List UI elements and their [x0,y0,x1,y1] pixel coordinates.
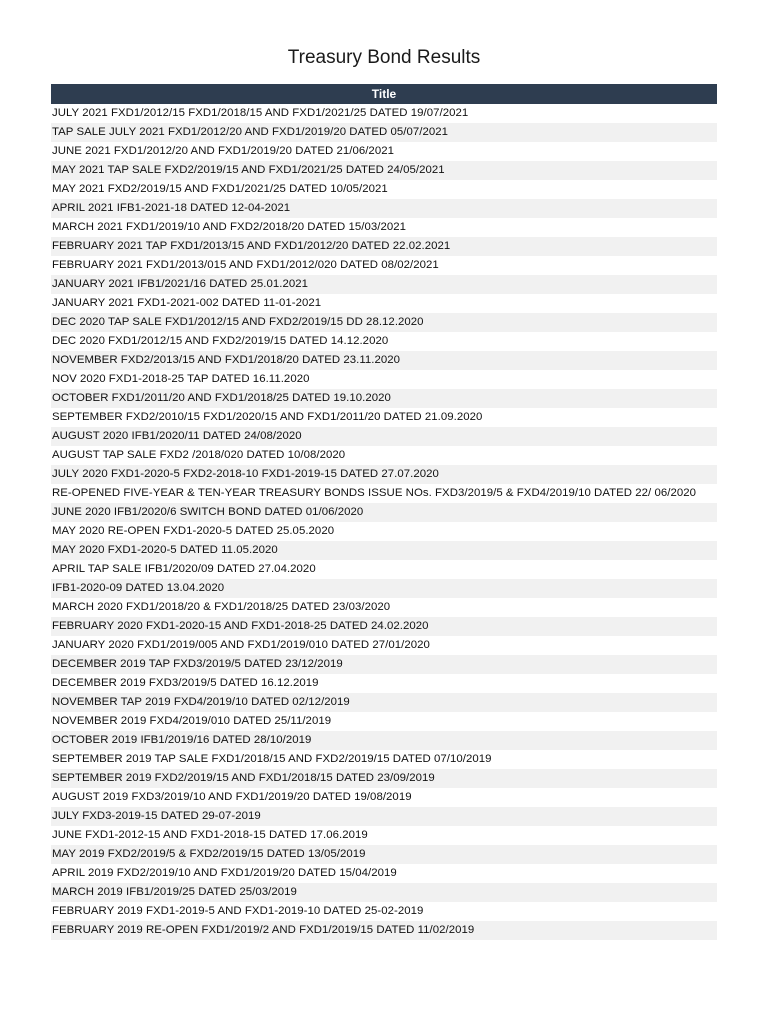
table-row[interactable]: JUNE FXD1-2012-15 AND FXD1-2018-15 DATED 17.06.2019 [51,826,717,845]
table-row[interactable]: OCTOBER FXD1/2011/20 AND FXD1/2018/25 DATED 19.10.2020 [51,389,717,408]
table-body [51,104,717,940]
table-row[interactable]: JANUARY 2021 FXD1-2021-002 DATED 11-01-2021 [51,294,717,313]
table-row[interactable]: AUGUST TAP SALE FXD2 /2018/020 DATED 10/08/2020 [51,446,717,465]
table-row[interactable]: SEPTEMBER FXD2/2010/15 FXD1/2020/15 AND FXD1/2011/20 DATED 21.09.2020 [51,408,717,427]
table-row[interactable]: FEBRUARY 2019 RE-OPEN FXD1/2019/2 AND FXD1/2019/15 DATED 11/02/2019 [51,921,717,940]
table-header-title: Title [51,84,717,104]
table-row[interactable]: NOVEMBER 2019 FXD4/2019/010 DATED 25/11/2019 [51,712,717,731]
table-row[interactable]: FEBRUARY 2020 FXD1-2020-15 AND FXD1-2018-25 DATED 24.02.2020 [51,617,717,636]
table-row[interactable]: APRIL 2019 FXD2/2019/10 AND FXD1/2019/20 DATED 15/04/2019 [51,864,717,883]
table-row[interactable]: MAY 2021 TAP SALE FXD2/2019/15 AND FXD1/2021/25 DATED 24/05/2021 [51,161,717,180]
table-row[interactable]: DECEMBER 2019 FXD3/2019/5 DATED 16.12.2019 [51,674,717,693]
table-row[interactable]: DEC 2020 TAP SALE FXD1/2012/15 AND FXD2/2019/15 DD 28.12.2020 [51,313,717,332]
table-row[interactable]: MAY 2020 RE-OPEN FXD1-2020-5 DATED 25.05.2020 [51,522,717,541]
table-row[interactable]: APRIL TAP SALE IFB1/2020/09 DATED 27.04.2020 [51,560,717,579]
table-row[interactable]: JUNE 2020 IFB1/2020/6 SWITCH BOND DATED 01/06/2020 [51,503,717,522]
table-row[interactable]: MAY 2019 FXD2/2019/5 & FXD2/2019/15 DATED 13/05/2019 [51,845,717,864]
table-row[interactable]: JULY 2020 FXD1-2020-5 FXD2-2018-10 FXD1-2019-15 DATED 27.07.2020 [51,465,717,484]
table-row[interactable]: MARCH 2019 IFB1/2019/25 DATED 25/03/2019 [51,883,717,902]
table-row[interactable]: JULY FXD3-2019-15 DATED 29-07-2019 [51,807,717,826]
table-row[interactable]: DEC 2020 FXD1/2012/15 AND FXD2/2019/15 DATED 14.12.2020 [51,332,717,351]
table-row[interactable]: IFB1-2020-09 DATED 13.04.2020 [51,579,717,598]
table-row[interactable]: FEBRUARY 2021 TAP FXD1/2013/15 AND FXD1/2012/20 DATED 22.02.2021 [51,237,717,256]
table-row[interactable]: APRIL 2021 IFB1-2021-18 DATED 12-04-2021 [51,199,717,218]
table-row[interactable]: MARCH 2020 FXD1/2018/20 & FXD1/2018/25 DATED 23/03/2020 [51,598,717,617]
table-row[interactable]: NOV 2020 FXD1-2018-25 TAP DATED 16.11.2020 [51,370,717,389]
table-row[interactable]: JANUARY 2020 FXD1/2019/005 AND FXD1/2019/010 DATED 27/01/2020 [51,636,717,655]
table-row[interactable]: MARCH 2021 FXD1/2019/10 AND FXD2/2018/20 DATED 15/03/2021 [51,218,717,237]
table-row[interactable]: TAP SALE JULY 2021 FXD1/2012/20 AND FXD1/2019/20 DATED 05/07/2021 [51,123,717,142]
table-row[interactable]: SEPTEMBER 2019 TAP SALE FXD1/2018/15 AND FXD2/2019/15 DATED 07/10/2019 [51,750,717,769]
table-row[interactable]: DECEMBER 2019 TAP FXD3/2019/5 DATED 23/12/2019 [51,655,717,674]
table-row[interactable]: JULY 2021 FXD1/2012/15 FXD1/2018/15 AND FXD1/2021/25 DATED 19/07/2021 [51,104,717,123]
table-row[interactable]: AUGUST 2019 FXD3/2019/10 AND FXD1/2019/20 DATED 19/08/2019 [51,788,717,807]
table-row[interactable]: AUGUST 2020 IFB1/2020/11 DATED 24/08/2020 [51,427,717,446]
results-table [51,84,717,940]
table-row[interactable]: NOVEMBER FXD2/2013/15 AND FXD1/2018/20 DATED 23.11.2020 [51,351,717,370]
table-row[interactable]: MAY 2021 FXD2/2019/15 AND FXD1/2021/25 DATED 10/05/2021 [51,180,717,199]
table-row[interactable]: MAY 2020 FXD1-2020-5 DATED 11.05.2020 [51,541,717,560]
table-row[interactable]: OCTOBER 2019 IFB1/2019/16 DATED 28/10/2019 [51,731,717,750]
table-row[interactable]: FEBRUARY 2021 FXD1/2013/015 AND FXD1/2012/020 DATED 08/02/2021 [51,256,717,275]
table-row[interactable]: RE-OPENED FIVE-YEAR & TEN-YEAR TREASURY BONDS ISSUE NOs. FXD3/2019/5 & FXD4/2019/10 DATED 22/ 06/2020 [51,484,717,503]
table-row[interactable]: FEBRUARY 2019 FXD1-2019-5 AND FXD1-2019-10 DATED 25-02-2019 [51,902,717,921]
table-row[interactable]: NOVEMBER TAP 2019 FXD4/2019/10 DATED 02/12/2019 [51,693,717,712]
table-row[interactable]: JANUARY 2021 IFB1/2021/16 DATED 25.01.2021 [51,275,717,294]
page-title: Treasury Bond Results [287,47,481,68]
table-row[interactable]: JUNE 2021 FXD1/2012/20 AND FXD1/2019/20 DATED 21/06/2021 [51,142,717,161]
table-row[interactable]: SEPTEMBER 2019 FXD2/2019/15 AND FXD1/2018/15 DATED 23/09/2019 [51,769,717,788]
